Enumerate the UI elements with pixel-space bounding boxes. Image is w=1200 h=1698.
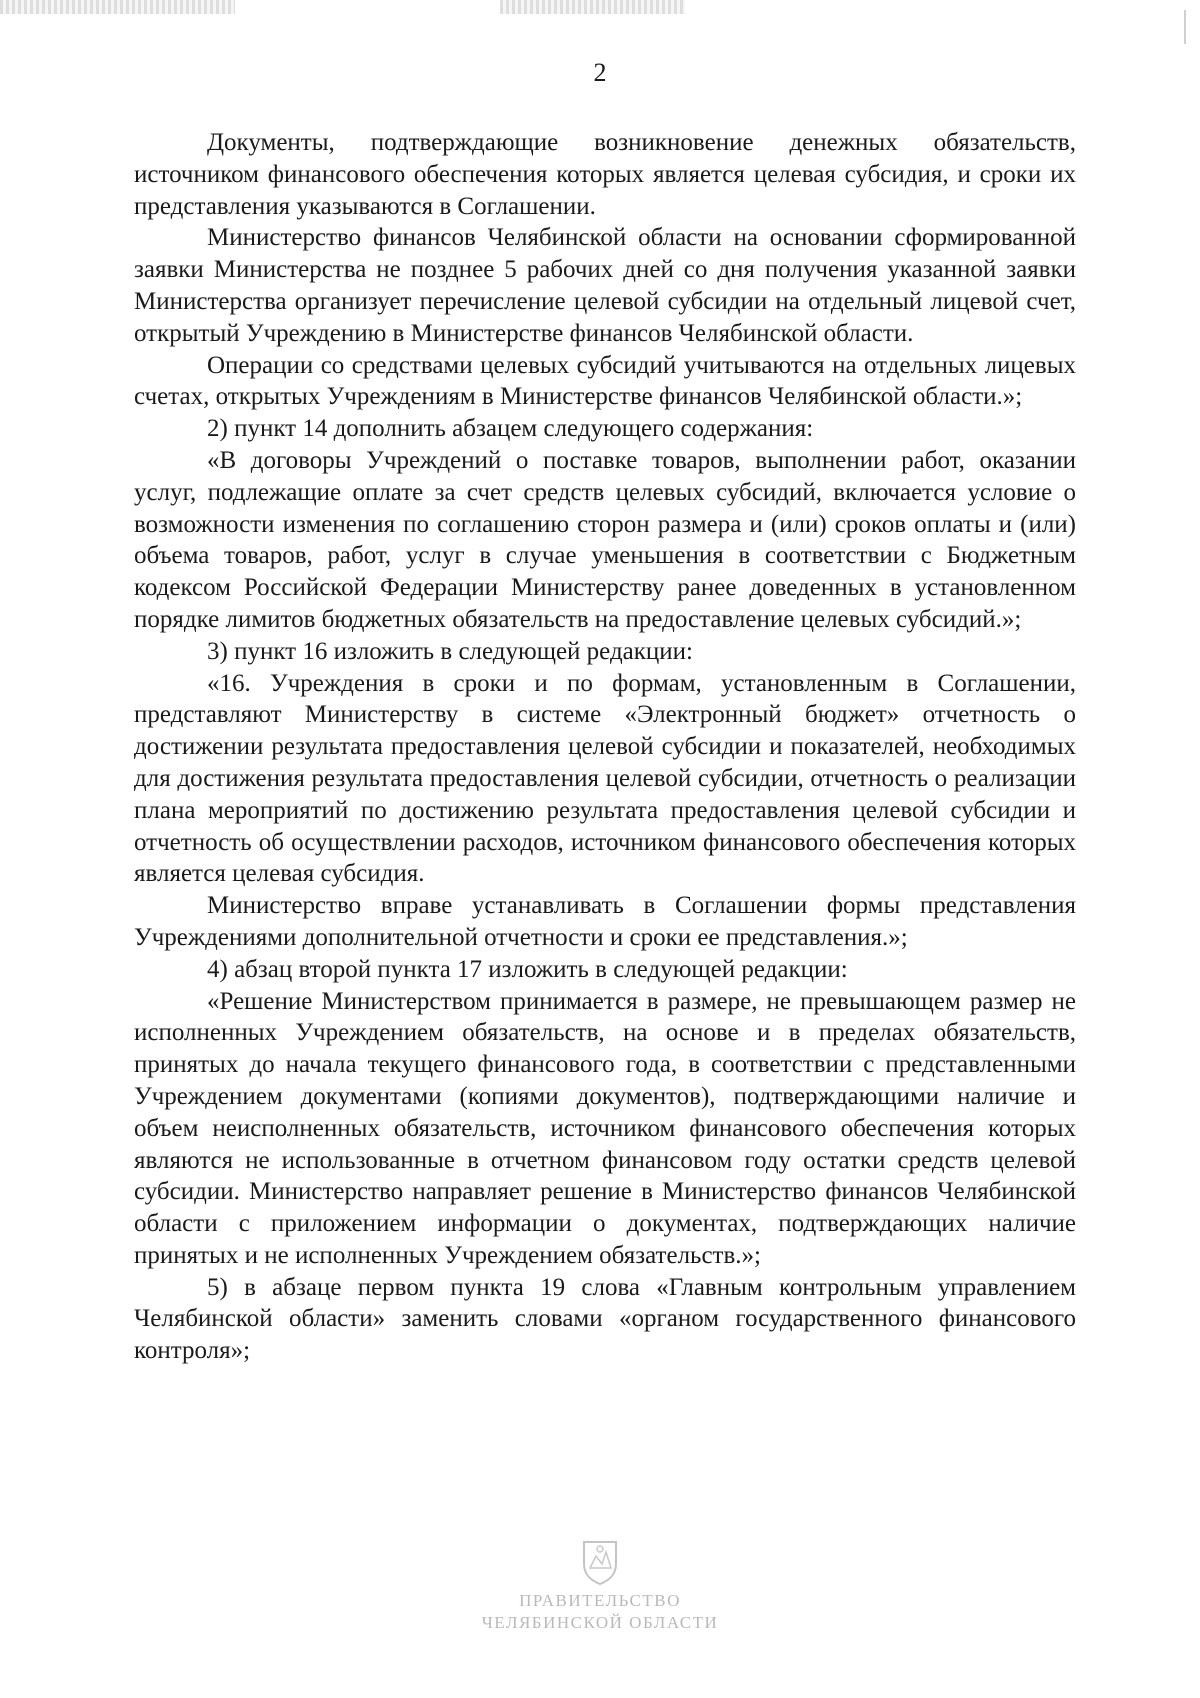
stamp-line-2: ЧЕЛЯБИНСКОЙ ОБЛАСТИ: [481, 1613, 719, 1632]
paragraph: «16. Учреждения в сроки и по формам, установленным в Соглашении, представляют Министерству в системе «Электронный бюджет» отчетность о достижении результата предоставления целевой субсидии и показателей, необходимых для достижения результата предоставления целевой субсидии, отчетность о реализации плана мероприятий по достижению результата предоставления целевой субсидии и отчетность об осуществлении расходов, источником финансового обеспечения которых является целевая субсидия.: [134, 669, 1076, 888]
paragraph: 2) пункт 14 дополнить абзацем следующего содержания:: [207, 415, 814, 443]
paragraph: «Решение Министерством принимается в размере, не превышающем размер не исполненных Учреждением обязательств, на основе и в пределах обязательств, принятых до начала текущего финансового года, в соответствии с представленными Учреждением документами (копиями документов), подтверждающими наличие и объем неисполненных обязательств, источником финансового обеспечения которых являются не использованные в отчетном финансовом году остатки средств целевой субсидии. Министерство направляет решение в Министерство финансов Челябинской области с приложением информации о документах, подтверждающих наличие принятых и не исполненных Учреждением обязательств.»;: [134, 987, 1076, 1269]
government-stamp: [440, 1538, 760, 1634]
paragraph: Документы, подтверждающие возникновение денежных обязательств, источником финансового обеспечения которых является целевая субсидия, и сроки их представления указываются в Соглашении.: [134, 129, 1076, 220]
paragraph: Операции со средствами целевых субсидий учитываются на отдельных лицевых счетах, открытых Учреждениям в Министерстве финансов Челябинской области.»;: [134, 351, 1076, 411]
document-body: [134, 127, 1076, 1367]
paragraph: 3) пункт 16 изложить в следующей редакции:: [207, 637, 693, 665]
stamp-line-1: ПРАВИТЕЛЬСТВО: [519, 1591, 681, 1610]
paragraph: Министерство вправе устанавливать в Соглашении формы представления Учреждениями дополнительной отчетности и сроки ее представления.»;: [134, 892, 1076, 951]
page-number: 2: [593, 58, 607, 87]
paragraph: «В договоры Учреждений о поставке товаров, выполнении работ, оказании услуг, подлежащие оплате за счет средств целевых субсидий, включается условие о возможности изменения по соглашению сторон размера и (или) сроков оплаты и (или) объема товаров, работ, услуг в случае уменьшения в соответствии с Бюджетным кодексом Российской Федерации Министерству ранее доведенных в установленном порядке лимитов бюджетных обязательств на предоставление целевых субсидий.»;: [134, 446, 1076, 633]
scan-artifact-top-center: [500, 0, 685, 14]
scan-artifact-right-edge: [1184, 10, 1186, 44]
coat-of-arms-icon: [580, 1538, 620, 1586]
paragraph: 4) абзац второй пункта 17 изложить в следующей редакции:: [207, 955, 848, 983]
paragraph: Министерство финансов Челябинской области на основании сформированной заявки Министерства не позднее 5 рабочих дней со дня получения указанной заявки Министерства организует перечисление целевой субсидии на отдельный лицевой счет, открытый Учреждению в Министерстве финансов Челябинской области.: [134, 224, 1076, 347]
scan-artifact-top-left: [0, 0, 235, 14]
paragraph: 5) в абзаце первом пункта 19 слова «Главным контрольным управлением Челябинской области» заменить словами «органом государственного финансового контроля»;: [134, 1273, 1076, 1365]
